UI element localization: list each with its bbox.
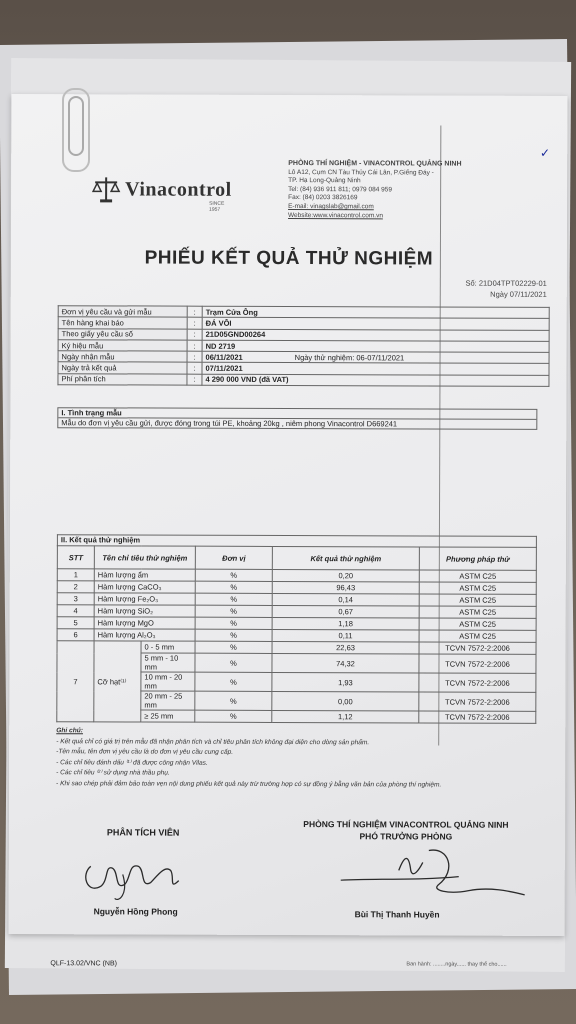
result-method: ASTM C25	[419, 594, 536, 606]
result-method: ASTM C25	[419, 582, 536, 594]
doc-number-block	[465, 278, 546, 300]
grain-range: 0 - 5 mm	[141, 641, 195, 653]
result-value: 1,18	[272, 617, 419, 630]
approver-signature	[339, 840, 529, 901]
results-column-header: Tên chỉ tiêu thử nghiệm	[94, 546, 195, 569]
notes	[56, 726, 441, 791]
info-value-extra: Ngày thử nghiệm: 06-07/11/2021	[294, 352, 405, 363]
lab-address-1: Lô A12, Cụm CN Tàu Thủy Cái Lân, P.Giếng Đáy -	[288, 168, 434, 177]
results-column-header: Phương pháp thử	[419, 547, 536, 570]
grain-range: 5 mm - 10 mm	[141, 653, 195, 672]
info-colon: :	[187, 340, 202, 351]
lab-tel: Tel: (84) 936 911 811; 0979 084 959	[288, 185, 392, 194]
approver-org: PHÒNG THÍ NGHIỆM VINACONTROL QUẢNG NINH	[303, 819, 509, 830]
info-label: Đơn vị yêu cầu và gửi mẫu	[58, 306, 187, 318]
analyst-signature	[79, 844, 189, 904]
sample-status-text: Mẫu do đơn vị yêu cầu gửi, được đóng trong túi PE, khoảng 20kg , niêm phong Vinacontrol D669241	[61, 418, 398, 429]
result-stt: 1	[57, 569, 94, 581]
results-heading: II. Kết quả thử nghiệm	[60, 535, 141, 545]
lab-fax: Fax: (84) 0203 3826169	[288, 194, 358, 202]
doc-number: Số: 21D04TPT02229-01	[465, 278, 547, 288]
result-stt: 5	[57, 617, 94, 629]
result-unit: %	[195, 691, 272, 710]
result-value: 0,00	[272, 691, 419, 711]
document-page	[9, 94, 568, 968]
note-line: -Tên mẫu, tên đơn vị yêu cầu là do đơn vị yêu cầu cung cấp.	[56, 748, 234, 756]
info-label: Ký hiệu mẫu	[58, 340, 187, 352]
results-column-header: Kết quả thử nghiệm	[272, 546, 419, 570]
result-name: Cỡ hạt⁽¹⁾	[94, 641, 141, 722]
analyst-role: PHÂN TÍCH VIÊN	[106, 827, 180, 838]
result-unit: %	[195, 569, 272, 581]
lab-website: Website:www.vinacontrol.com.vn	[288, 211, 383, 219]
info-value-text: ĐÁ VÔI	[205, 318, 232, 328]
result-value: 1,93	[272, 672, 419, 692]
result-value: 0,67	[272, 605, 419, 618]
result-name: Hàm lượng MgO	[94, 617, 195, 629]
result-method: TCVN 7572-2:2006	[419, 692, 536, 711]
issue-note: Ban hành: ........ngày...... thay thế cho......	[406, 961, 507, 968]
info-label: Ngày nhận mẫu	[58, 351, 187, 363]
result-name: Hàm lượng ẩm	[94, 569, 195, 581]
sample-status-section	[57, 407, 537, 430]
notes-title: Ghi chú:	[56, 727, 84, 735]
info-value-text: 06/11/2021	[205, 352, 243, 362]
lab-info	[288, 160, 528, 221]
brand-since: SINCE 1957	[209, 200, 225, 213]
info-colon: :	[187, 363, 202, 374]
result-value: 0,20	[272, 569, 419, 582]
info-value-text: ND 2719	[205, 341, 236, 351]
result-unit: %	[195, 672, 272, 691]
grain-range: ≥ 25 mm	[141, 710, 195, 722]
result-value: 1,12	[272, 710, 419, 723]
result-method: TCVN 7572-2:2006	[419, 654, 536, 673]
result-stt: 4	[57, 605, 94, 617]
approver-name: Bùi Thị Thanh Huyền	[354, 909, 440, 920]
note-line: - Khi sao chép phải đảm bảo toàn vẹn nội dung phiếu kết quả này trừ trường hợp có sự đồng ý bằng văn bản của phòng thí nghiệm.	[56, 780, 442, 789]
brand-name: Vinacontrol	[125, 177, 232, 201]
note-line: - Các chỉ tiêu ⁽²⁾ sử dụng nhà thầu phụ.	[56, 769, 170, 777]
result-unit: %	[195, 641, 272, 653]
result-method: ASTM C25	[419, 606, 536, 618]
result-value: 0,11	[272, 629, 419, 642]
result-stt: 3	[57, 593, 94, 605]
info-value	[202, 374, 549, 387]
sample-info-table	[57, 305, 549, 387]
info-row	[58, 373, 549, 386]
result-unit: %	[195, 629, 272, 641]
info-label: Phí phân tích	[58, 373, 187, 385]
page-title: PHIẾU KẾT QUẢ THỬ NGHIỆM	[144, 247, 434, 270]
info-label: Tên hàng khai báo	[58, 317, 187, 329]
info-label: Ngày trả kết quả	[58, 362, 187, 374]
result-unit: %	[195, 581, 272, 593]
result-method: ASTM C25	[419, 618, 536, 630]
result-stt: 7	[57, 641, 94, 722]
info-colon: :	[187, 374, 202, 385]
info-value-text: 21D05GND00264	[205, 329, 266, 340]
result-unit: %	[195, 710, 272, 722]
result-unit: %	[195, 653, 272, 672]
result-name: Hàm lượng Al₂O₃	[94, 629, 195, 641]
result-method: ASTM C25	[419, 570, 536, 582]
info-colon: :	[187, 351, 202, 362]
result-unit: %	[195, 617, 272, 629]
scales-icon	[91, 174, 121, 204]
results-row-grain	[57, 641, 536, 655]
pen-mark: ✓	[540, 146, 551, 160]
lab-email: E-mail: vinagslab@gmail.com	[288, 202, 374, 211]
lab-name: PHÒNG THÍ NGHIỆM - VINACONTROL QUẢNG NINH	[288, 159, 462, 168]
result-value: 22,63	[272, 641, 419, 654]
info-value-text: 07/11/2021	[205, 363, 243, 373]
doc-date: Ngày 07/11/2021	[490, 289, 547, 299]
result-name: Hàm lượng SiO₂	[94, 605, 195, 617]
vinacontrol-logo	[91, 174, 232, 213]
info-colon: :	[187, 329, 202, 340]
result-unit: %	[195, 593, 272, 605]
results-column-header: STT	[57, 546, 94, 569]
results-column-header: Đơn vị	[195, 546, 272, 569]
result-stt: 2	[57, 581, 94, 593]
result-name: Hàm lượng CaCO₃	[94, 581, 195, 593]
info-colon: :	[187, 317, 202, 328]
result-stt: 6	[57, 629, 94, 641]
sample-status-heading: I. Tình trạng mẫu	[58, 408, 536, 420]
result-method: TCVN 7572-2:2006	[419, 673, 536, 692]
info-label: Theo giấy yêu cầu số	[58, 328, 187, 340]
approver-block	[281, 818, 531, 843]
result-value: 74,32	[272, 653, 419, 673]
result-method: ASTM C25	[419, 630, 536, 642]
form-code: QLF-13.02/VNC (NB)	[50, 960, 117, 968]
note-line: - Kết quả chỉ có giá trị trên mẫu đã nhận phân tích và chỉ tiêu phân tích không đại diện cho dòng sản phẩm.	[56, 737, 370, 746]
analyst-name: Nguyễn Hồng Phong	[93, 906, 178, 917]
note-line: - Các chỉ tiêu đánh dấu ⁽¹⁾ đã được công nhận Vilas.	[56, 758, 208, 767]
result-value: 96,43	[272, 581, 419, 594]
lab-address-2: TP. Hạ Long-Quảng Ninh	[288, 177, 361, 185]
grain-range: 10 mm - 20 mm	[141, 672, 195, 691]
info-value-text: 4 290 000 VND (đã VAT)	[205, 375, 289, 385]
results-table	[56, 545, 537, 724]
info-colon: :	[187, 306, 202, 317]
approver-role: PHÓ TRƯỞNG PHÒNG	[359, 831, 453, 842]
paper-clip	[62, 88, 90, 172]
result-name: Hàm lượng Fe₂O₃	[94, 593, 195, 605]
grain-range: 20 mm - 25 mm	[141, 691, 195, 710]
result-method: TCVN 7572-2:2006	[419, 642, 536, 654]
info-value-text: Trạm Cửa Ông	[205, 307, 258, 317]
result-value: 0,14	[272, 593, 419, 606]
result-unit: %	[195, 605, 272, 617]
result-method: TCVN 7572-2:2006	[419, 711, 536, 723]
